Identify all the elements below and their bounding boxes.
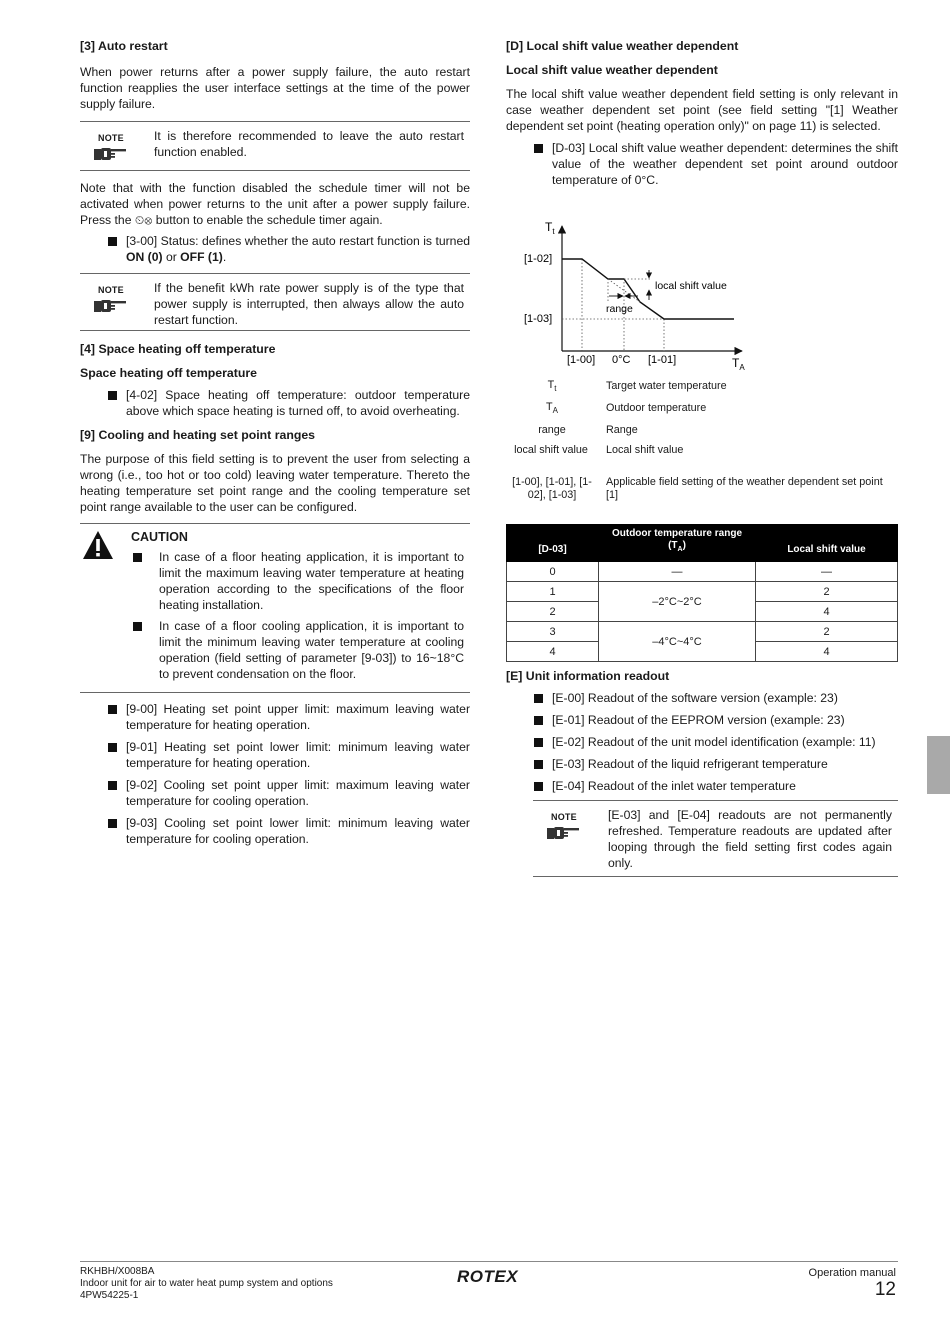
bullet-text: [9-01] Heating set point lower limit: minimum leaving water temperature for heating operation. xyxy=(126,740,470,770)
table-header-row xyxy=(507,525,898,562)
legend-term: local shift value xyxy=(514,444,588,456)
bullet-text: [E-03] Readout of the liquid refrigerant temperature xyxy=(552,757,828,771)
bullet-text: [4-02] Space heating off temperature: outdoor temperature above which space heating is turned off, to avoid overheating. xyxy=(126,388,470,418)
pointing-hand-icon xyxy=(547,825,581,845)
note-text: It is therefore recommended to leave the auto restart function enabled. xyxy=(154,129,464,159)
bullet-square xyxy=(534,738,543,747)
x-axis-label: $T_A$ xyxy=(732,356,745,372)
side-tab xyxy=(927,736,950,794)
page-footer xyxy=(80,1261,898,1301)
bullet-9-02 xyxy=(80,777,470,809)
legend-desc: Outdoor temperature xyxy=(606,402,707,414)
page-number: 12 xyxy=(874,1279,896,1300)
right-column xyxy=(506,38,898,898)
bullet-e-03 xyxy=(506,756,898,772)
bullet-square xyxy=(108,391,117,400)
bullet-3-00 xyxy=(80,233,470,265)
caution-box xyxy=(80,523,470,693)
table-cell: 4 xyxy=(756,602,898,622)
left-column xyxy=(80,38,470,847)
heading-setpoint-ranges: [9] Cooling and heating set point ranges xyxy=(80,428,316,442)
auto-restart-paragraph-2: Note that with the function disabled the schedule timer will not be activated when power returns to the unit after a power supply failure. Press the ⏲⊗ button to enable the schedule timer again. xyxy=(80,181,470,227)
y-tick-1-03: [1-03] xyxy=(524,313,553,325)
bullet-text: [3-00] Status: defines whether the auto restart function is turned xyxy=(126,234,470,248)
bullet-square xyxy=(534,694,543,703)
local-shift-label: local shift value xyxy=(655,280,727,292)
setpoint-ranges-paragraph: The purpose of this field setting is to prevent the user from selecting a wrong (i.e., too hot or too cold) leaving water temperature. Thereto the heating temperature set point range and the cooling temperature set point range available to the user can be configured. xyxy=(80,452,470,514)
table-row xyxy=(507,622,898,642)
subheading-local-shift: Local shift value weather dependent xyxy=(506,63,718,77)
caution-text: In case of a floor heating application, it is important to limit the maximum leaving water temperature at heating operation according to the specifications of the floor heating installation. xyxy=(159,550,464,612)
bullet-square xyxy=(108,237,117,246)
bullet-on-value: ON (0) xyxy=(126,250,163,264)
legend-term: range xyxy=(538,424,566,436)
subheading-space-heating-off: Space heating off temperature xyxy=(80,366,257,380)
table-cell: 2 xyxy=(507,602,599,622)
table-cell: 4 xyxy=(507,642,599,662)
table-header: Outdoor temperature range $(T_A)$ xyxy=(599,525,756,562)
table-row xyxy=(507,562,898,582)
bullet-square xyxy=(534,782,543,791)
table-cell: 2 xyxy=(756,582,898,602)
bullet-square xyxy=(108,743,117,752)
heading-local-shift: [D] Local shift value weather dependent xyxy=(506,39,739,53)
bullet-square xyxy=(108,781,117,790)
bullet-text: [E-00] Readout of the software version (example: 23) xyxy=(552,691,838,705)
note-label: NOTE xyxy=(98,285,124,295)
footer-model: RKHBH/X008BA xyxy=(80,1266,155,1277)
bullet-text: [E-04] Readout of the inlet water temperature xyxy=(552,779,796,793)
note-text: If the benefit kWh rate power supply is of the type that power supply is interrupted, then always allow the auto restart function. xyxy=(154,281,464,327)
table-cell: –4°C~4°C xyxy=(599,622,756,662)
bullet-text: [9-03] Cooling set point lower limit: minimum leaving water temperature for cooling operation. xyxy=(126,816,470,846)
caution-item xyxy=(131,618,464,682)
table-row xyxy=(507,582,898,602)
footer-description: Indoor unit for air to water heat pump system and options xyxy=(80,1278,333,1289)
table-cell: –2°C~2°C xyxy=(599,582,756,622)
bullet-text: [E-02] Readout of the unit model identification (example: 11) xyxy=(552,735,876,749)
bullet-off-value: OFF (1) xyxy=(180,250,223,264)
local-shift-paragraph: The local shift value weather dependent field setting is only relevant in case weather dependent set point (see field setting "[1] Weather dependent set point (heating operation only)" on page 11) is selected. xyxy=(506,87,898,133)
unit-info-section xyxy=(506,668,898,877)
bullet-text: [9-00] Heating set point upper limit: maximum leaving water temperature for heating operation. xyxy=(126,702,470,732)
table-cell: 2 xyxy=(756,622,898,642)
note-box-auto-restart xyxy=(80,121,470,171)
caution-title: CAUTION xyxy=(131,530,188,544)
table-cell: — xyxy=(756,562,898,582)
legend-term: $T_A$ xyxy=(546,401,558,416)
heading-auto-restart: [3] Auto restart xyxy=(80,39,168,53)
pointing-hand-icon xyxy=(94,298,128,318)
table-cell: 3 xyxy=(507,622,599,642)
heading-space-heating-off: [4] Space heating off temperature xyxy=(80,342,276,356)
bullet-e-02 xyxy=(506,734,898,750)
y-tick-1-02: [1-02] xyxy=(524,253,553,265)
bullet-e-01 xyxy=(506,712,898,728)
note-box-readouts xyxy=(533,800,898,877)
table-cell: 0 xyxy=(507,562,599,582)
bullet-text: [9-02] Cooling set point upper limit: maximum leaving water temperature for cooling operation. xyxy=(126,778,470,808)
table-cell: — xyxy=(599,562,756,582)
bullet-square xyxy=(133,622,142,631)
bullet-text-or: or xyxy=(162,250,181,264)
note-text: [E-03] and [E-04] readouts are not permanently refreshed. Temperature readouts are updated after looping through the field setting first codes again only. xyxy=(608,808,892,870)
footer-code: 4PW54225-1 xyxy=(80,1290,139,1301)
note-label: NOTE xyxy=(551,812,577,822)
y-axis-label: $T_t$ xyxy=(545,220,555,236)
bullet-e-00 xyxy=(506,690,898,706)
local-shift-table xyxy=(506,524,898,662)
x-tick-1-00: [1-00] xyxy=(567,354,596,366)
bullet-4-02 xyxy=(80,387,470,419)
table-header: [D-03] xyxy=(507,525,599,562)
warning-triangle-icon xyxy=(82,530,114,564)
legend-desc: Target water temperature xyxy=(606,380,727,392)
note-box-kwh xyxy=(80,273,470,331)
table-cell: 4 xyxy=(756,642,898,662)
legend-desc: Applicable field setting of the weather dependent set point [1] xyxy=(606,476,883,501)
bullet-d-03 xyxy=(506,140,898,188)
note-label: NOTE xyxy=(98,133,124,143)
pointing-hand-icon xyxy=(94,146,128,166)
range-label: range xyxy=(606,303,633,315)
table-header: Local shift value xyxy=(756,525,898,562)
bullet-text-end: . xyxy=(222,250,227,264)
bullet-text: [E-01] Readout of the EEPROM version (example: 23) xyxy=(552,713,845,727)
legend-term: [1-00], [1-01], [1-02], [1-03] xyxy=(512,476,592,501)
footer-manual-title: Operation manual xyxy=(808,1267,896,1279)
caution-text: In case of a floor cooling application, it is important to limit the minimum leaving water temperature at cooling operation (field setting of parameter [9-03]) to 16~18°C to prevent condensation on the floor. xyxy=(159,619,464,681)
bullet-square xyxy=(534,716,543,725)
heading-unit-info: [E] Unit information readout xyxy=(506,669,670,683)
legend-desc: Range xyxy=(606,424,638,436)
bullet-9-01 xyxy=(80,739,470,771)
bullet-9-03 xyxy=(80,815,470,847)
rotex-logo: ROTEX xyxy=(457,1267,519,1286)
x-tick-1-01: [1-01] xyxy=(648,354,677,366)
diagram-legend xyxy=(506,378,898,506)
weather-dependent-diagram xyxy=(506,216,766,376)
bullet-square xyxy=(108,819,117,828)
bullet-text: [D-03] Local shift value weather dependent: determines the shift value of the weather dependent set point around outdoor temperature of 0°C. xyxy=(552,141,898,187)
bullet-square xyxy=(534,144,543,153)
bullet-square xyxy=(108,705,117,714)
table-cell: 1 xyxy=(507,582,599,602)
caution-item xyxy=(131,549,464,613)
bullet-square xyxy=(133,553,142,562)
bullet-square xyxy=(534,760,543,769)
x-tick-0c: 0°C xyxy=(612,354,631,366)
bullet-e-04 xyxy=(506,778,898,794)
bullet-9-00 xyxy=(80,701,470,733)
legend-term: $T_t$ xyxy=(547,379,557,394)
legend-desc: Local shift value xyxy=(606,444,684,456)
auto-restart-paragraph: When power returns after a power supply failure, the auto restart function reapplies the user interface settings at the time of the power supply failure. xyxy=(80,65,470,111)
